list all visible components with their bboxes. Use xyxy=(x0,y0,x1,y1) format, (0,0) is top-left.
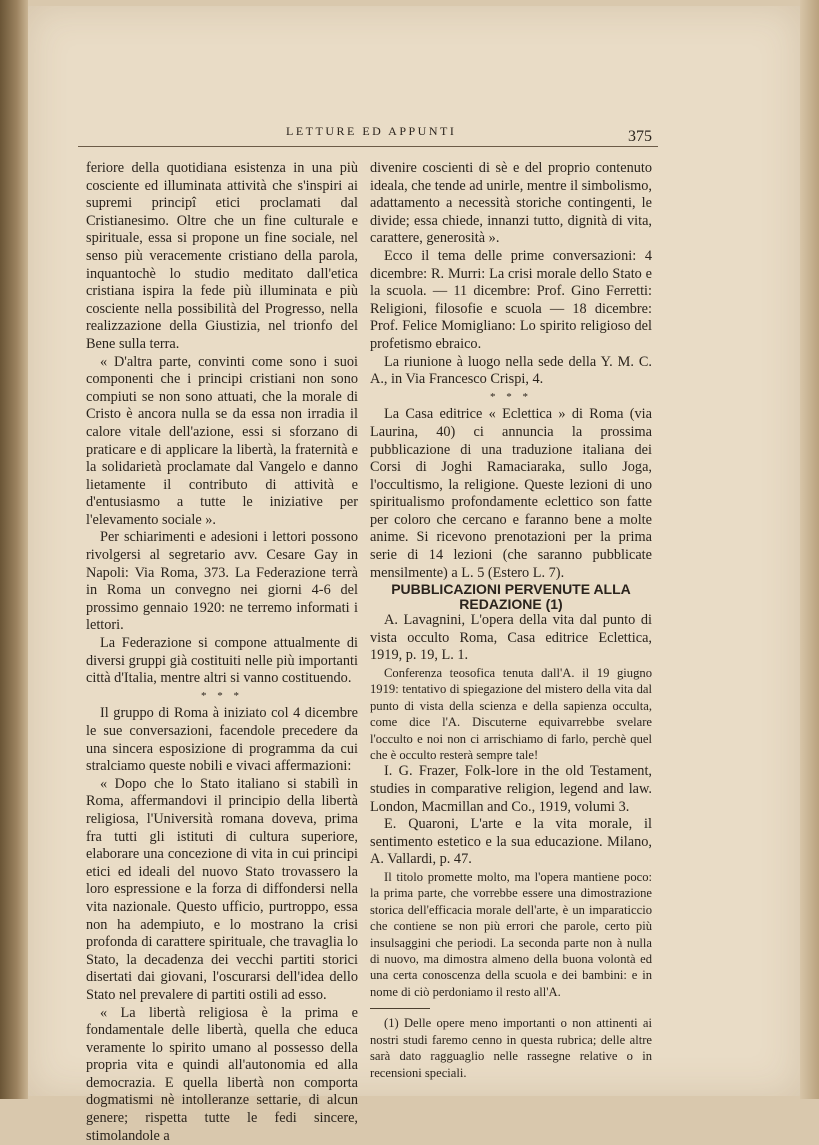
bibliography-entry: A. Lavagnini, L'opera della vita dal punto di vista occulto Roma, Casa editrice Eclettica, 1919, p. 19, L. 1. xyxy=(370,612,652,665)
paragraph: La Casa editrice « Eclettica » di Roma (via Laurina, 40) ci annuncia la prossima pubblicazione di una traduzione italiana dei Corsi di Joghi Ramaciaraka, sullo Joga, l'occultismo, la religione. Queste lezioni di uno spiritualismo profondamente eclettico son fatte per coloro che cercano e faranno bene a molte anime. Si ricevono prenotazioni per la prima serie di 14 lezioni (che saranno pubblicate mensilmente) a L. 5 (Estero L. 7). xyxy=(370,406,652,582)
paragraph: « La libertà religiosa è la prima e fondamentale delle libertà, quella che educa veramente lo spirito umano al possesso della propria vita e quindi all'autonomia ed alla democrazia. E quella libertà non comporta dogmatismi nè intolleranze settarie, di alcun genere; rispetta tutte le fedi sincere, stimolandole a xyxy=(86,1005,358,1145)
review-note: Il titolo promette molto, ma l'opera mantiene poco: la prima parte, che vorrebbe essere una dimostrazione storica dell'efficacia morale dell'arte, è un imparaticcio che contiene se non più errori che parole, certo più insulsaggini che periodi. La seconda parte non à nulla di nuovo, ma dimostra almeno della buona volontà ed una certa conoscenza della scuola e dei bambini: e in nome di ciò perdoniamo il resto all'A. xyxy=(370,869,652,1000)
section-heading: PUBBLICAZIONI PERVENUTE ALLA REDAZIONE (1) xyxy=(370,582,652,612)
right-column xyxy=(370,160,652,1081)
bibliography-entry: I. G. Frazer, Folk-lore in the old Testament, studies in comparative religion, legend and law. London, Macmillan and Co., 1919, volumi 3. xyxy=(370,763,652,816)
paragraph: divenire coscienti di sè e del proprio contenuto ideala, che tende ad unirle, mentre il simbolismo, adattamento a necessità storiche contingenti, le divide; essa chiede, innanzi tutto, dignità di vita, carattere, generosità ». xyxy=(370,160,652,248)
paragraph: La Federazione si compone attualmente di diversi gruppi già costituiti nelle più importanti città d'Italia, mentre altri si vanno costituendo. xyxy=(86,635,358,688)
bibliography-entry: E. Quaroni, L'arte e la vita morale, il sentimento estetico e la sua educazione. Milano, A. Vallardi, p. 47. xyxy=(370,816,652,869)
paragraph: feriore della quotidiana esistenza in una più cosciente ed illuminata attività che s'inspiri ai supremi principî etici proclamati dal Cristianesimo. Oltre che un fine culturale e spirituale, essa si propone un fine sociale, nel senso più veracemente cristiano della parola, inquantochè lo studio meditato dall'etica cristiana ispira la fede più illuminata e più cosciente nella possibilità del Progresso, nella realizzazione della Giustizia, nel trionfo del Bene sulla terra. xyxy=(86,160,358,354)
footnote: (1) Delle opere meno importanti o non attinenti ai nostri studi faremo cenno in questa rubrica; delle altre sarà dato ragguaglio nelle rassegne relative o in recensioni speciali. xyxy=(370,1015,652,1081)
section-separator: * * * xyxy=(370,389,652,407)
paragraph: Il gruppo di Roma à iniziato col 4 dicembre le sue conversazioni, facendole precedere da una sincera esposizione di programma da cui stralciamo queste nobili e vivaci affermazioni: xyxy=(86,705,358,775)
footnote-rule xyxy=(370,1008,430,1009)
paragraph: Per schiarimenti e adesioni i lettori possono rivolgersi al segretario avv. Cesare Gay in Napoli: Via Roma, 373. La Federazione terrà in Roma un convegno nei giorni 4-6 del prossimo gennaio 1920: ne terremo informati i lettori. xyxy=(86,529,358,635)
paragraph: « Dopo che lo Stato italiano si stabilì in Roma, affermandovi il principio della libertà religiosa, l'Università romana doveva, prima fra tutti gli istituti di cultura superiore, elaborare una concezione di vita in cui principi etici ed ideali del nuovo Stato trovassero la loro espressione e la forza di diffondersi nella vita nazionale. Questo ufficio, purtroppo, essa non ha adempiuto, e lo mostrano la crisi profonda di carattere spirituale, che travaglia lo Stato, la decadenza dei vecchi partiti storici disertati dai giovani, l'oscurarsi dell'idea dello Stato nel prevalere di partiti ostili ad esso. xyxy=(86,776,358,1005)
paragraph: « D'altra parte, convinti come sono i suoi componenti che i principi cristiani non sono compiuti se non sono attuati, che la morale di Cristo è ancora nulla se da essa non irradia il calore vitale dell'azione, essi si sforzano di praticare e di applicare la libertà, la fraternità e la solidarietà proclamate dal Vangelo e danno lietamente il contributo di attività e d'entusiasmo a tutte le iniziative per l'elevamento sociale ». xyxy=(86,354,358,530)
paragraph: Ecco il tema delle prime conversazioni: 4 dicembre: R. Murri: La crisi morale dello Stato e la scuola. — 11 dicembre: Prof. Gino Ferretti: Religioni, filosofie e scuola — 18 dicembre: Prof. Felice Momigliano: Lo spirito religioso del profetismo ebraico. xyxy=(370,248,652,354)
book-spine xyxy=(0,0,28,1099)
page-number: 375 xyxy=(628,128,652,146)
running-head: LETTURE ED APPUNTI xyxy=(286,124,456,139)
page-header xyxy=(78,122,658,147)
page-edge xyxy=(800,0,819,1099)
review-note: Conferenza teosofica tenuta dall'A. il 19 giugno 1919: tentativo di spiegazione del mistero della vita dal punto di vista della scienza e della sapienza occulta, come dice l'A. Discuterne equivarrebbe svelare l'occulto e noi non ci arrischiamo di farlo, perchè quel che è occulto resterà sempre tale! xyxy=(370,665,652,763)
left-column xyxy=(86,160,358,1145)
section-separator: * * * xyxy=(86,688,358,706)
paragraph: La riunione à luogo nella sede della Y. M. C. A., in Via Francesco Crispi, 4. xyxy=(370,354,652,389)
